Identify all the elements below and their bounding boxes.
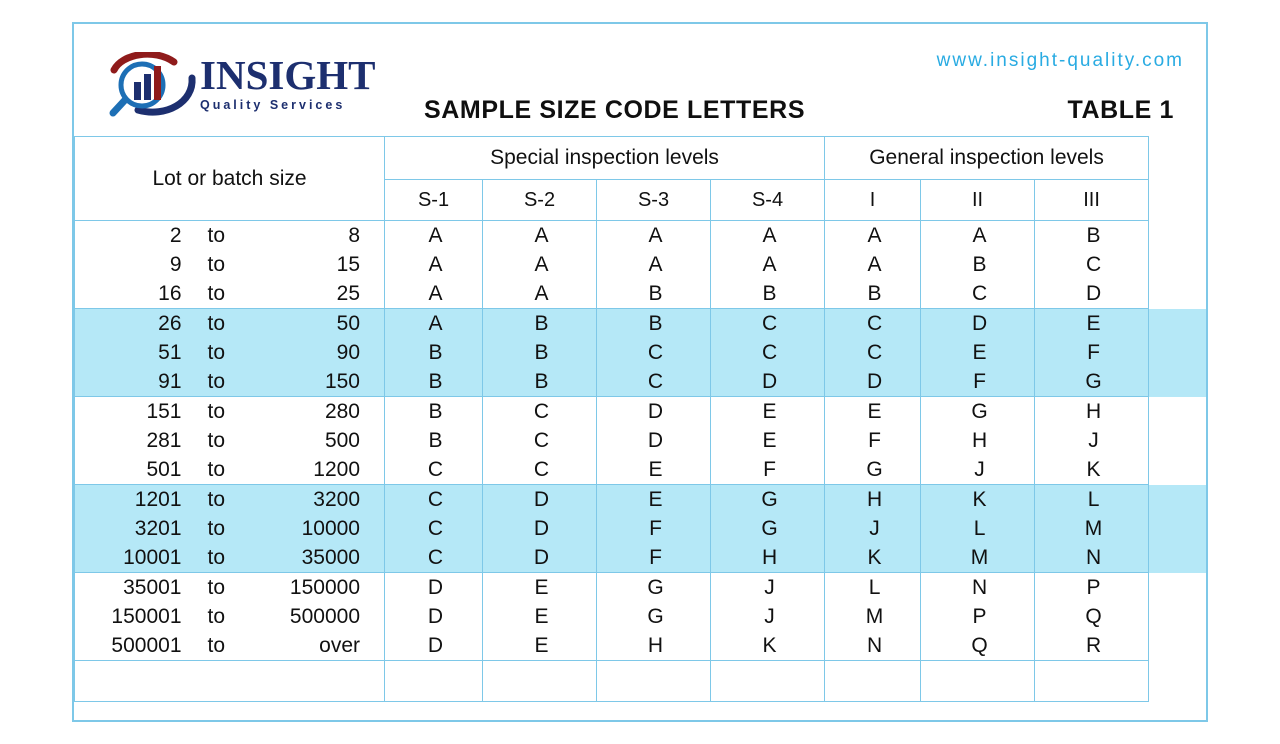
lot-range xyxy=(75,455,384,484)
lot-upto: 3200 xyxy=(313,488,360,511)
code-letter-cell-iii xyxy=(1035,573,1149,661)
code-letter: A xyxy=(534,253,549,276)
footer-cell-s2 xyxy=(483,661,597,702)
code-letter: E xyxy=(1086,312,1101,335)
code-letter-cell-iii xyxy=(1035,221,1149,309)
lot-to-label: to xyxy=(207,634,226,657)
brand-tagline: Quality Services xyxy=(200,98,346,112)
code-letter: E xyxy=(534,605,549,628)
code-letter: L xyxy=(868,576,881,599)
lot-range xyxy=(75,338,384,367)
code-letter: A xyxy=(762,253,777,276)
lot-from: 3201 xyxy=(134,517,182,540)
code-letter-cell-iii xyxy=(1035,309,1149,397)
code-letter: N xyxy=(971,576,988,599)
lot-upto: 500000 xyxy=(289,605,360,628)
code-letter: B xyxy=(428,400,443,423)
code-letter: G xyxy=(647,605,664,628)
code-letter-cell-i xyxy=(825,309,921,397)
code-letter: C xyxy=(761,341,778,364)
header-special-inspection-levels: Special inspection levels xyxy=(385,137,825,180)
lot-range xyxy=(75,309,384,338)
code-letter-cell-ii xyxy=(921,221,1035,309)
code-letter: D xyxy=(427,634,444,657)
lot-to-label: to xyxy=(207,458,226,481)
table-group-header-row xyxy=(75,137,1206,180)
footer-cell-ii xyxy=(921,661,1035,702)
footer-cell-s1 xyxy=(385,661,483,702)
code-letter-cell-s4 xyxy=(711,573,825,661)
lot-upto: 280 xyxy=(324,400,360,423)
lot-size-cell xyxy=(75,573,385,661)
lot-from: 91 xyxy=(158,370,182,393)
footer-cell-lot xyxy=(75,661,385,702)
lot-to-label: to xyxy=(207,429,226,452)
code-letter: D xyxy=(427,605,444,628)
code-letter: H xyxy=(1085,400,1102,423)
lot-from: 500001 xyxy=(111,634,182,657)
lot-to-label: to xyxy=(207,576,226,599)
code-letter-cell-s2 xyxy=(483,397,597,485)
lot-size-cell xyxy=(75,309,385,397)
lot-to-label: to xyxy=(207,488,226,511)
code-letter: A xyxy=(867,224,882,247)
footer-cell-i xyxy=(825,661,921,702)
code-letter: F xyxy=(1087,341,1100,364)
code-letter: G xyxy=(761,517,778,540)
row-spacer xyxy=(1149,485,1206,573)
code-letter: B xyxy=(428,341,443,364)
table-body xyxy=(75,221,1206,702)
code-letter-cell-s2 xyxy=(483,221,597,309)
code-letter-cell-s4 xyxy=(711,485,825,573)
lot-range xyxy=(75,573,384,602)
lot-upto: over xyxy=(319,634,360,657)
lot-from: 35001 xyxy=(123,576,182,599)
code-letter: C xyxy=(427,517,444,540)
brand-logo xyxy=(108,50,438,122)
code-letter: J xyxy=(764,576,775,599)
code-letter: C xyxy=(427,458,444,481)
code-letter: L xyxy=(973,517,986,540)
lot-range xyxy=(75,367,384,396)
lot-from: 150001 xyxy=(111,605,182,628)
website-link[interactable]: www.insight-quality.com xyxy=(936,50,1184,71)
lot-range xyxy=(75,514,384,543)
code-letter-cell-s3 xyxy=(597,221,711,309)
code-letter: J xyxy=(764,605,775,628)
code-letter: A xyxy=(534,282,549,305)
header-spacer xyxy=(1149,137,1206,180)
lot-to-label: to xyxy=(207,312,226,335)
code-letter: A xyxy=(972,224,987,247)
column-header-s4: S-4 xyxy=(711,180,825,221)
code-letter: F xyxy=(973,370,986,393)
lot-from: 2 xyxy=(169,224,182,247)
code-letter: B xyxy=(1086,224,1101,247)
code-letter: C xyxy=(533,429,550,452)
code-letter: E xyxy=(648,488,663,511)
code-letter: M xyxy=(970,546,989,569)
code-letter: G xyxy=(971,400,988,423)
lot-upto: 1200 xyxy=(313,458,360,481)
code-letter-cell-s1 xyxy=(385,573,483,661)
sample-size-code-letters-table xyxy=(74,136,1206,702)
code-letter-cell-s2 xyxy=(483,309,597,397)
lot-upto: 35000 xyxy=(301,546,360,569)
lot-to-label: to xyxy=(207,224,226,247)
lot-to-label: to xyxy=(207,605,226,628)
lot-upto: 10000 xyxy=(301,517,360,540)
code-letter: D xyxy=(533,517,550,540)
code-letter: A xyxy=(428,224,443,247)
code-letter: E xyxy=(762,429,777,452)
lot-size-cell xyxy=(75,485,385,573)
lot-from: 16 xyxy=(158,282,182,305)
code-letter: H xyxy=(866,488,883,511)
code-letter: B xyxy=(648,312,663,335)
code-letter: F xyxy=(649,517,662,540)
code-letter: N xyxy=(1085,546,1102,569)
lot-to-label: to xyxy=(207,341,226,364)
code-letter-cell-ii xyxy=(921,485,1035,573)
code-letter: H xyxy=(647,634,664,657)
lot-range xyxy=(75,279,384,308)
lot-from: 51 xyxy=(158,341,182,364)
code-letter: M xyxy=(1084,517,1103,540)
code-letter: E xyxy=(534,634,549,657)
code-letter: N xyxy=(866,634,883,657)
footer-cell-s4 xyxy=(711,661,825,702)
code-letter: K xyxy=(867,546,882,569)
code-letter-cell-s4 xyxy=(711,309,825,397)
table-number: TABLE 1 xyxy=(1067,96,1174,124)
column-header-s3: S-3 xyxy=(597,180,711,221)
lot-upto: 8 xyxy=(348,224,360,247)
code-letter-cell-s3 xyxy=(597,309,711,397)
code-letter: C xyxy=(647,341,664,364)
code-letter: B xyxy=(534,312,549,335)
lot-size-cell xyxy=(75,221,385,309)
lot-size-cell xyxy=(75,397,385,485)
code-letter: H xyxy=(971,429,988,452)
lot-range xyxy=(75,397,384,426)
code-letter: A xyxy=(428,312,443,335)
code-letter: E xyxy=(762,400,777,423)
code-letter: B xyxy=(428,370,443,393)
code-letter: C xyxy=(971,282,988,305)
lot-from: 151 xyxy=(146,400,182,423)
code-letter: G xyxy=(1085,370,1102,393)
lot-from: 1201 xyxy=(134,488,182,511)
lot-range xyxy=(75,485,384,514)
lot-to-label: to xyxy=(207,517,226,540)
code-letter-cell-iii xyxy=(1035,397,1149,485)
lot-upto: 150000 xyxy=(289,576,360,599)
code-letter: C xyxy=(427,488,444,511)
code-letter: A xyxy=(867,253,882,276)
code-letter: B xyxy=(762,282,777,305)
lot-upto: 500 xyxy=(324,429,360,452)
lot-upto: 90 xyxy=(336,341,360,364)
code-letter: K xyxy=(1086,458,1101,481)
code-letter-cell-s1 xyxy=(385,221,483,309)
brand-wordmark xyxy=(200,54,438,112)
code-letter: A xyxy=(648,253,663,276)
code-letter: J xyxy=(869,517,880,540)
code-letter: K xyxy=(762,634,777,657)
code-letter: A xyxy=(762,224,777,247)
table-footer-row xyxy=(75,661,1206,702)
row-spacer xyxy=(1149,309,1206,397)
code-letter: E xyxy=(867,400,882,423)
code-letter: D xyxy=(761,370,778,393)
code-letter: B xyxy=(648,282,663,305)
code-letter: M xyxy=(865,605,884,628)
code-letter-cell-s1 xyxy=(385,485,483,573)
row-spacer xyxy=(1149,397,1206,485)
code-letter: F xyxy=(649,546,662,569)
code-letter: D xyxy=(866,370,883,393)
code-letter: H xyxy=(761,546,778,569)
code-letter: J xyxy=(1088,429,1099,452)
code-letter: R xyxy=(1085,634,1102,657)
document-header xyxy=(74,24,1206,136)
code-letter: B xyxy=(534,341,549,364)
code-letter-cell-ii xyxy=(921,397,1035,485)
lot-upto: 150 xyxy=(324,370,360,393)
column-header-iii: III xyxy=(1035,180,1149,221)
code-letter: C xyxy=(533,458,550,481)
table-row-group xyxy=(75,309,1206,397)
lot-to-label: to xyxy=(207,253,226,276)
code-letter: B xyxy=(428,429,443,452)
lot-from: 501 xyxy=(146,458,182,481)
code-letter-cell-iii xyxy=(1035,485,1149,573)
lot-range xyxy=(75,543,384,572)
header-spacer-2 xyxy=(1149,180,1206,221)
row-spacer xyxy=(1149,573,1206,661)
code-letter-cell-s1 xyxy=(385,309,483,397)
code-letter: B xyxy=(972,253,987,276)
code-letter: D xyxy=(427,576,444,599)
table-row-group xyxy=(75,397,1206,485)
lot-upto: 25 xyxy=(336,282,360,305)
code-letter: A xyxy=(648,224,663,247)
code-letter: C xyxy=(866,312,883,335)
code-letter: F xyxy=(763,458,776,481)
lot-to-label: to xyxy=(207,370,226,393)
code-letter: G xyxy=(866,458,883,481)
lot-range xyxy=(75,221,384,250)
code-letter: P xyxy=(972,605,987,628)
table-row-group xyxy=(75,573,1206,661)
code-letter: E xyxy=(534,576,549,599)
code-letter: E xyxy=(648,458,663,481)
lot-from: 281 xyxy=(146,429,182,452)
code-letter-cell-ii xyxy=(921,573,1035,661)
code-letter: D xyxy=(1085,282,1102,305)
brand-name: INSIGHT xyxy=(200,52,376,98)
table-row-group xyxy=(75,485,1206,573)
code-letter: D xyxy=(533,546,550,569)
lot-to-label: to xyxy=(207,282,226,305)
code-letter-cell-i xyxy=(825,485,921,573)
column-header-s2: S-2 xyxy=(483,180,597,221)
footer-cell-iii xyxy=(1035,661,1149,702)
table-row-group xyxy=(75,221,1206,309)
code-letter: D xyxy=(533,488,550,511)
lot-range xyxy=(75,602,384,631)
code-letter: A xyxy=(534,224,549,247)
code-letter: P xyxy=(1086,576,1101,599)
code-letter-cell-s2 xyxy=(483,573,597,661)
column-header-i: I xyxy=(825,180,921,221)
code-letter: F xyxy=(868,429,881,452)
lot-to-label: to xyxy=(207,546,226,569)
code-letter-cell-ii xyxy=(921,309,1035,397)
column-header-ii: II xyxy=(921,180,1035,221)
code-letter-cell-s3 xyxy=(597,573,711,661)
lot-range xyxy=(75,250,384,279)
header-general-inspection-levels: General inspection levels xyxy=(825,137,1149,180)
code-letter: G xyxy=(761,488,778,511)
code-letter: A xyxy=(428,253,443,276)
code-letter: E xyxy=(972,341,987,364)
column-header-s1: S-1 xyxy=(385,180,483,221)
lot-from: 9 xyxy=(169,253,182,276)
code-letter: B xyxy=(534,370,549,393)
code-letter: J xyxy=(974,458,985,481)
lot-to-label: to xyxy=(207,400,226,423)
lot-range xyxy=(75,426,384,455)
code-letter-cell-s4 xyxy=(711,397,825,485)
lot-upto: 50 xyxy=(336,312,360,335)
code-letter: Q xyxy=(1085,605,1102,628)
code-letter: Q xyxy=(971,634,988,657)
code-letter: K xyxy=(972,488,987,511)
code-letter: C xyxy=(761,312,778,335)
lot-from: 10001 xyxy=(123,546,182,569)
code-letter: C xyxy=(1085,253,1102,276)
page-title: SAMPLE SIZE CODE LETTERS xyxy=(424,96,806,124)
lot-range xyxy=(75,631,384,660)
code-letter-cell-s4 xyxy=(711,221,825,309)
code-letter: D xyxy=(647,429,664,452)
footer-cell-s3 xyxy=(597,661,711,702)
code-letter-cell-s3 xyxy=(597,397,711,485)
code-letter: C xyxy=(866,341,883,364)
code-letter-cell-i xyxy=(825,397,921,485)
lot-upto: 15 xyxy=(336,253,360,276)
row-spacer xyxy=(1149,221,1206,309)
header-lot-or-batch-size: Lot or batch size xyxy=(75,137,385,221)
code-letter-cell-s2 xyxy=(483,485,597,573)
code-letter: B xyxy=(867,282,882,305)
code-letter-cell-i xyxy=(825,573,921,661)
code-letter: D xyxy=(647,400,664,423)
code-letter: D xyxy=(971,312,988,335)
magnifier-bar-chart-icon xyxy=(108,52,200,118)
row-spacer xyxy=(1149,661,1206,702)
code-letter: C xyxy=(533,400,550,423)
code-letter: G xyxy=(647,576,664,599)
code-letter-cell-i xyxy=(825,221,921,309)
code-letter: L xyxy=(1087,488,1100,511)
code-letter: C xyxy=(427,546,444,569)
code-letter: C xyxy=(647,370,664,393)
code-letter: A xyxy=(428,282,443,305)
code-letter-cell-s3 xyxy=(597,485,711,573)
code-letter-cell-s1 xyxy=(385,397,483,485)
lot-from: 26 xyxy=(158,312,182,335)
